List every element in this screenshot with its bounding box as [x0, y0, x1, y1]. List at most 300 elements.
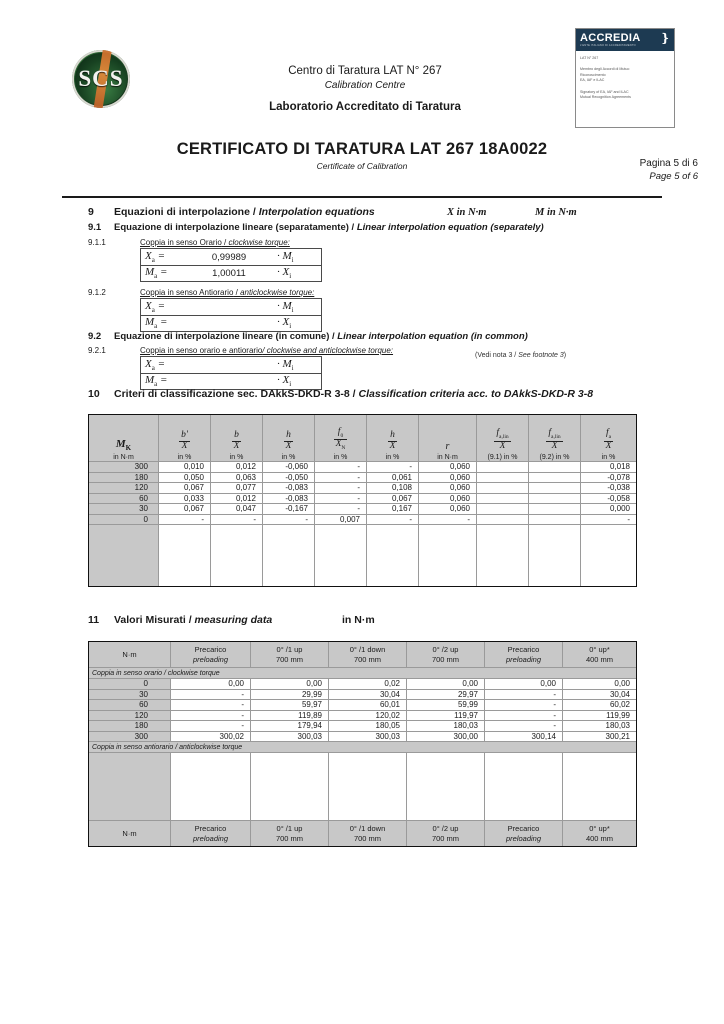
col-header-line1: Precarico — [507, 823, 540, 833]
cell-value: 0,060 — [419, 504, 477, 515]
cell-value — [529, 504, 581, 515]
equation-row-912-xa — [141, 299, 321, 315]
centre-name-en: Calibration Centre — [324, 80, 406, 91]
cell-value: 30,04 — [329, 689, 407, 700]
cell-value: 180,03 — [563, 721, 637, 732]
cell-value: 119,89 — [251, 710, 329, 721]
eq-911-lhs-xa: $X_a$ = — [145, 249, 166, 265]
unit-b: in % — [229, 454, 244, 461]
section-9-heading — [88, 206, 375, 218]
cell-empty — [263, 525, 315, 587]
cell-value: 0,00 — [171, 679, 251, 690]
page-header — [0, 0, 724, 200]
section-9-1-2-label — [140, 288, 314, 297]
section-10-number: 10 — [88, 388, 100, 400]
page-number-it: Pagina 5 di 6 — [639, 158, 698, 169]
cell-value: 0,00 — [485, 679, 563, 690]
logo-letters: SCS — [78, 66, 124, 91]
col-header-line1: 0° /1 up — [276, 644, 303, 654]
accredia-lat-number: LAT N° 267 — [580, 56, 599, 60]
table-row-empty — [89, 753, 637, 821]
cell-value: - — [171, 689, 251, 700]
section-9-2-heading — [88, 331, 528, 342]
cell-value: - — [485, 700, 563, 711]
eq-921-rhs-xa: · $M_i$ — [277, 357, 294, 373]
cell-value: 300,02 — [171, 731, 251, 742]
cell-value: 0,00 — [251, 679, 329, 690]
accredia-swoosh-icon: ❴ — [659, 31, 670, 45]
col-header-3 — [329, 821, 407, 847]
cell-value: 0,063 — [211, 472, 263, 483]
col-header-line1: Precarico — [507, 644, 540, 654]
col-header-falin-91 — [477, 415, 529, 462]
eq-912-rhs-xa: · $M_i$ — [277, 299, 294, 315]
cell-value: 0,067 — [159, 504, 211, 515]
cell-value: 179,94 — [251, 721, 329, 732]
col-header-line2: 700 mm — [353, 654, 382, 664]
cell-value: - — [171, 721, 251, 732]
cell-value: 0,050 — [159, 472, 211, 483]
cell-value: 0,000 — [581, 504, 637, 515]
cell-value: 300,14 — [485, 731, 563, 742]
unit-x-label: X in N·m — [447, 207, 487, 218]
col-header-line1: Precarico — [194, 644, 227, 654]
classification-table-head — [89, 415, 637, 462]
col-header-r — [419, 415, 477, 462]
cell-value: - — [315, 493, 367, 504]
cell-value — [477, 483, 529, 494]
banner-clockwise — [89, 668, 637, 679]
cell-value — [477, 493, 529, 504]
cell-value: 0,067 — [159, 483, 211, 494]
cell-mk-empty — [89, 525, 159, 587]
fa-num: $f_a$ — [605, 428, 612, 441]
col-header-2 — [251, 821, 329, 847]
section-9-1-title-it: Equazione di interpolazione lineare (separatamente) — [114, 222, 349, 233]
frac-b-x: $\frac{b}{X}$ — [233, 430, 240, 452]
cell-value: - — [171, 710, 251, 721]
section-9-sep: / — [249, 206, 259, 218]
cell-value: 119,97 — [407, 710, 485, 721]
col-header-4 — [407, 821, 485, 847]
cell-mk: 180 — [89, 472, 159, 483]
section-9-2-1-label — [140, 346, 393, 355]
section-9-2-number: 9.2 — [88, 331, 102, 342]
cell-nm: 0 — [89, 679, 171, 690]
measuring-header-row-top — [89, 642, 637, 668]
measuring-table-head — [89, 642, 637, 668]
cell-empty — [419, 525, 477, 587]
section-9-1-1-label — [140, 238, 290, 247]
falin-num-91: $f_{a,lin}$ — [496, 428, 509, 441]
col-header-line1: 0° /2 up — [432, 644, 459, 654]
cell-value: 300,21 — [563, 731, 637, 742]
label-912-sep: / — [233, 288, 241, 297]
col-header-line1: 0° /1 down — [349, 644, 386, 654]
cell-value: 0,060 — [419, 493, 477, 504]
banner-clockwise-label: Coppia in senso orario / clockwise torque — [89, 668, 637, 679]
cell-empty — [211, 525, 263, 587]
col-header-f0-over-xn — [315, 415, 367, 462]
cell-empty — [251, 753, 329, 821]
page-number-en: Page 5 of 6 — [649, 171, 698, 182]
col-header-falin-92 — [529, 415, 581, 462]
section-9-unit-m — [535, 206, 577, 218]
cell-nm: 180 — [89, 721, 171, 732]
eq-912-lhs-ma: $M_a$ = — [145, 316, 168, 331]
section-11-number: 11 — [88, 614, 100, 626]
cell-value: 300,03 — [251, 731, 329, 742]
table-row — [89, 472, 637, 483]
section-9-1-2-number: 9.1.2 — [88, 288, 106, 297]
cell-value: 30,04 — [563, 689, 637, 700]
cell-empty — [171, 753, 251, 821]
accredited-lab-line: Laboratorio Accreditato di Taratura — [269, 101, 461, 113]
col-header-line2: preloading — [505, 833, 542, 843]
table-row — [89, 483, 637, 494]
unit-h-1: in % — [281, 454, 296, 461]
cell-value: 300,00 — [407, 731, 485, 742]
col-header-line1: 0° up* — [589, 823, 610, 833]
accredia-bar — [576, 29, 674, 51]
cell-value: - — [315, 504, 367, 515]
label-912-it: Coppia in senso Antiorario — [140, 288, 234, 297]
accredia-body-it-2: Riconoscimento — [580, 72, 606, 77]
eq-911-lhs-ma: $M_a$ = — [145, 266, 168, 281]
section-10-title-en: Classification criteria acc. to DAkkS-DKD-R 3-8 — [358, 388, 594, 400]
unit-falin-92: (9.2) in % — [539, 454, 570, 461]
section-9-1-title-en: Linear interpolation equation (separately) — [356, 222, 544, 233]
unit-fa: in % — [601, 454, 616, 461]
cell-value: - — [367, 514, 419, 525]
frac-f0-xn — [334, 428, 348, 452]
cell-value: 0,012 — [211, 462, 263, 473]
cell-value: 29,99 — [251, 689, 329, 700]
section-9-1-heading — [88, 222, 544, 233]
footnote-close: ) — [563, 352, 567, 359]
page-number — [640, 157, 698, 183]
col-header-6 — [563, 642, 637, 668]
col-header-line2: 700 mm — [275, 654, 304, 664]
label-911-sep: / — [221, 238, 229, 247]
col-header-5 — [485, 642, 563, 668]
measuring-data-table — [88, 641, 637, 847]
cell-empty — [407, 753, 485, 821]
section-10-heading — [88, 388, 593, 400]
eq-921-lhs-xa: $X_a$ = — [145, 357, 166, 373]
section-9-2-title-it: Equazione di interpolazione lineare (in comune) — [114, 331, 330, 342]
section-10-title-it: Criteri di classificazione sec. DAkkS-DKD-R 3-8 — [114, 388, 350, 400]
cell-mk: 300 — [89, 462, 159, 473]
frac-h-x-1: $\frac{h}{X}$ — [285, 430, 292, 452]
col-header-line1: N·m — [122, 828, 137, 838]
cell-empty — [563, 753, 637, 821]
equation-row-921-xa — [141, 357, 321, 373]
cell-empty — [367, 525, 419, 587]
label-912-en: anticlockwise torque: — [240, 288, 315, 297]
section-10-sep: / — [349, 388, 359, 400]
table-row — [89, 514, 637, 525]
unit-b-prime: in % — [177, 454, 192, 461]
cell-nm: 120 — [89, 710, 171, 721]
label-921-it: Coppia in senso orario e antiorario — [140, 346, 263, 355]
cell-value: -0,058 — [581, 493, 637, 504]
col-header-line1: 0° /1 up — [276, 823, 303, 833]
col-header-3 — [329, 642, 407, 668]
cell-value: -0,083 — [263, 493, 315, 504]
cell-nm: 30 — [89, 689, 171, 700]
accredia-text-body — [576, 51, 674, 100]
cell-value: 0,060 — [419, 462, 477, 473]
section-11-heading — [88, 614, 272, 626]
cell-value: 0,00 — [563, 679, 637, 690]
cell-value: 0,007 — [315, 514, 367, 525]
col-header-line1: Precarico — [194, 823, 227, 833]
header-divider — [62, 196, 662, 198]
cell-value: - — [171, 700, 251, 711]
cell-value: - — [159, 514, 211, 525]
table-row — [89, 679, 637, 690]
eq-912-rhs-ma: · $X_i$ — [277, 316, 292, 331]
table-row — [89, 721, 637, 732]
cell-nm: 300 — [89, 731, 171, 742]
section-9-unit-x — [447, 206, 486, 218]
eq-911-rhs-ma: · $X_i$ — [277, 266, 292, 281]
cell-value — [477, 462, 529, 473]
equation-box-911 — [140, 248, 322, 282]
cell-value: 59,99 — [407, 700, 485, 711]
unit-f0: in % — [333, 454, 348, 461]
cell-value: - — [315, 483, 367, 494]
col-header-line2: 700 mm — [353, 833, 382, 843]
col-header-mk — [89, 415, 159, 462]
label-911-en: clockwise torque: — [228, 238, 290, 247]
cell-nm: 60 — [89, 700, 171, 711]
col-header-line2: preloading — [505, 654, 542, 664]
section-9-2-sep: / — [329, 331, 338, 342]
cell-value: - — [581, 514, 637, 525]
col-header-line2: 700 mm — [431, 833, 460, 843]
col-header-line2: preloading — [192, 833, 229, 843]
cell-value: 0,060 — [419, 472, 477, 483]
cell-value: 29,97 — [407, 689, 485, 700]
table-row — [89, 504, 637, 515]
col-header-4 — [407, 642, 485, 668]
cell-value: 0,02 — [329, 679, 407, 690]
eq-921-rhs-ma: · $X_i$ — [277, 374, 292, 389]
certificate-subtitle: Certificate of Calibration — [316, 161, 408, 171]
col-header-line2: 400 mm — [585, 654, 614, 664]
accredia-logo-box — [575, 28, 675, 128]
accredia-wordmark: ACCREDIA — [580, 31, 641, 44]
cell-empty — [581, 525, 637, 587]
classification-header-row — [89, 415, 637, 462]
section-11-unit: in N·m — [342, 614, 375, 626]
col-header-1 — [171, 821, 251, 847]
col-header-b-over-x — [211, 415, 263, 462]
cell-value: -0,050 — [263, 472, 315, 483]
cell-empty — [159, 525, 211, 587]
cell-value — [529, 514, 581, 525]
col-header-h-over-x-1 — [263, 415, 315, 462]
table-row — [89, 462, 637, 473]
cell-value: 0,012 — [211, 493, 263, 504]
cell-value: -0,083 — [263, 483, 315, 494]
label-921-en: / clockwise and anticlockwise torque: — [262, 346, 394, 355]
cell-value: 119,99 — [563, 710, 637, 721]
classification-table-body — [89, 462, 637, 587]
accredia-body-en-2: Mutual Recognition Agreements — [580, 95, 631, 100]
equation-box-921 — [140, 356, 322, 390]
col-header-line2: preloading — [192, 654, 229, 664]
cell-value: 0,018 — [581, 462, 637, 473]
cell-value: 0,108 — [367, 483, 419, 494]
section-9-2-title-en: Linear interpolation equation (in common) — [337, 331, 528, 342]
cell-value: - — [211, 514, 263, 525]
table-row — [89, 731, 637, 742]
unit-h-2: in % — [385, 454, 400, 461]
cell-mk: 60 — [89, 493, 159, 504]
label-911-it: Coppia in senso Orario — [140, 238, 222, 247]
cell-mk: 0 — [89, 514, 159, 525]
frac-falin-x-92: $\frac{f_{a,lin}}{X}$ — [548, 428, 561, 452]
cell-value — [529, 493, 581, 504]
cell-empty — [477, 525, 529, 587]
eq-911-value-xa: 0,99989 — [211, 251, 247, 263]
cell-value: -0,167 — [263, 504, 315, 515]
cell-value: - — [485, 710, 563, 721]
equation-box-912 — [140, 298, 322, 332]
cell-nm-empty — [89, 753, 171, 821]
unit-m-label: M in N·m — [535, 207, 577, 218]
eq-911-value-ma: 1,00011 — [212, 268, 246, 279]
cell-value: -0,078 — [581, 472, 637, 483]
f0-num: $f_0$ — [337, 426, 344, 439]
section-11-title-en: measuring data — [194, 614, 273, 626]
cell-value — [529, 483, 581, 494]
cell-empty — [315, 525, 367, 587]
cell-value: - — [485, 721, 563, 732]
cell-value: -0,060 — [263, 462, 315, 473]
cell-value: 0,00 — [407, 679, 485, 690]
section-9-number: 9 — [88, 206, 94, 218]
accredia-body-en-1: Signatory of EA, IAF and ILAC — [580, 89, 629, 94]
accredia-tagline: L'ENTE ITALIANO DI ACCREDITAMENTO — [580, 43, 636, 47]
cell-value — [477, 504, 529, 515]
footnote-en: See footnote 3 — [518, 352, 564, 359]
equation-row-912-ma — [141, 315, 321, 331]
col-header-line1: 0° up* — [589, 644, 610, 654]
section-11-title-it: Valori Misurati — [114, 614, 186, 626]
cell-empty — [329, 753, 407, 821]
equation-row-911-xa — [141, 249, 321, 265]
cell-value: - — [263, 514, 315, 525]
table-row-empty — [89, 525, 637, 587]
equation-row-911-ma — [141, 265, 321, 281]
frac-falin-x-91: $\frac{f_{a,lin}}{X}$ — [496, 428, 509, 452]
measuring-header-row-bottom — [89, 821, 637, 847]
cell-value: - — [367, 462, 419, 473]
col-header-line1: N·m — [122, 649, 137, 659]
banner-anticlockwise — [89, 742, 637, 753]
section-9-2-1-number: 9.2.1 — [88, 346, 106, 355]
measuring-table-body — [89, 668, 637, 821]
measuring-table-foot — [89, 821, 637, 847]
frac-h-x-2: $\frac{h}{X}$ — [389, 430, 396, 452]
accredia-body-it-1: Membro degli Accordi di Mutuo — [580, 67, 630, 72]
cell-value: 0,167 — [367, 504, 419, 515]
col-header-5 — [485, 821, 563, 847]
cell-value: 0,061 — [367, 472, 419, 483]
cell-value: 0,067 — [367, 493, 419, 504]
cell-value: -0,038 — [581, 483, 637, 494]
section-9-title-en: Interpolation equations — [258, 206, 375, 218]
col-header-line2: 700 mm — [431, 654, 460, 664]
col-header-b-prime-over-x — [159, 415, 211, 462]
cell-value: 60,02 — [563, 700, 637, 711]
unit-falin-91: (9.1) in % — [487, 454, 518, 461]
cell-value: 120,02 — [329, 710, 407, 721]
table-row — [89, 700, 637, 711]
mk-unit: in N·m — [113, 454, 134, 461]
cell-value — [529, 462, 581, 473]
col-header-line1: 0° /2 up — [432, 823, 459, 833]
cell-value: 180,05 — [329, 721, 407, 732]
col-header-6 — [563, 821, 637, 847]
col-header-0 — [89, 821, 171, 847]
cell-value: 0,060 — [419, 483, 477, 494]
cell-value: 0,077 — [211, 483, 263, 494]
cell-empty — [485, 753, 563, 821]
cell-value: 60,01 — [329, 700, 407, 711]
calibration-centre-block — [180, 64, 550, 115]
cell-value: 0,047 — [211, 504, 263, 515]
section-9-1-number: 9.1 — [88, 222, 102, 233]
cell-value: 59,97 — [251, 700, 329, 711]
section-9-1-sep: / — [348, 222, 357, 233]
unit-r: in N·m — [437, 454, 458, 461]
cell-value: 300,03 — [329, 731, 407, 742]
col-header-line2: 700 mm — [275, 833, 304, 843]
col-header-line1: 0° /1 down — [349, 823, 386, 833]
eq-912-lhs-xa: $X_a$ = — [145, 299, 166, 315]
cell-value — [477, 472, 529, 483]
certificate-title: CERTIFICATO DI TARATURA LAT 267 18A0022 — [176, 140, 548, 158]
cell-mk: 120 — [89, 483, 159, 494]
eq-911-rhs-xa: · $M_i$ — [277, 249, 294, 265]
equation-row-921-ma — [141, 373, 321, 389]
col-header-1 — [171, 642, 251, 668]
col-header-h-over-x-2 — [367, 415, 419, 462]
mk-symbol: $M_K$ — [115, 437, 132, 452]
scs-logo — [72, 50, 130, 108]
frac-fa-x: $\frac{f_a}{X}$ — [605, 428, 612, 452]
cell-value — [529, 472, 581, 483]
table-row — [89, 493, 637, 504]
cell-value: - — [485, 689, 563, 700]
col-header-2 — [251, 642, 329, 668]
classification-table — [88, 414, 637, 587]
section-9-1-1-number: 9.1.1 — [88, 238, 106, 247]
frac-b-prime-x: $\frac{b'}{X}$ — [181, 430, 188, 452]
cell-value: 0,033 — [159, 493, 211, 504]
cell-mk: 30 — [89, 504, 159, 515]
falin-num-92: $f_{a,lin}$ — [548, 428, 561, 441]
r-symbol: r — [445, 441, 450, 452]
cell-value: 0,010 — [159, 462, 211, 473]
col-header-fa-over-x — [581, 415, 637, 462]
table-row — [89, 689, 637, 700]
